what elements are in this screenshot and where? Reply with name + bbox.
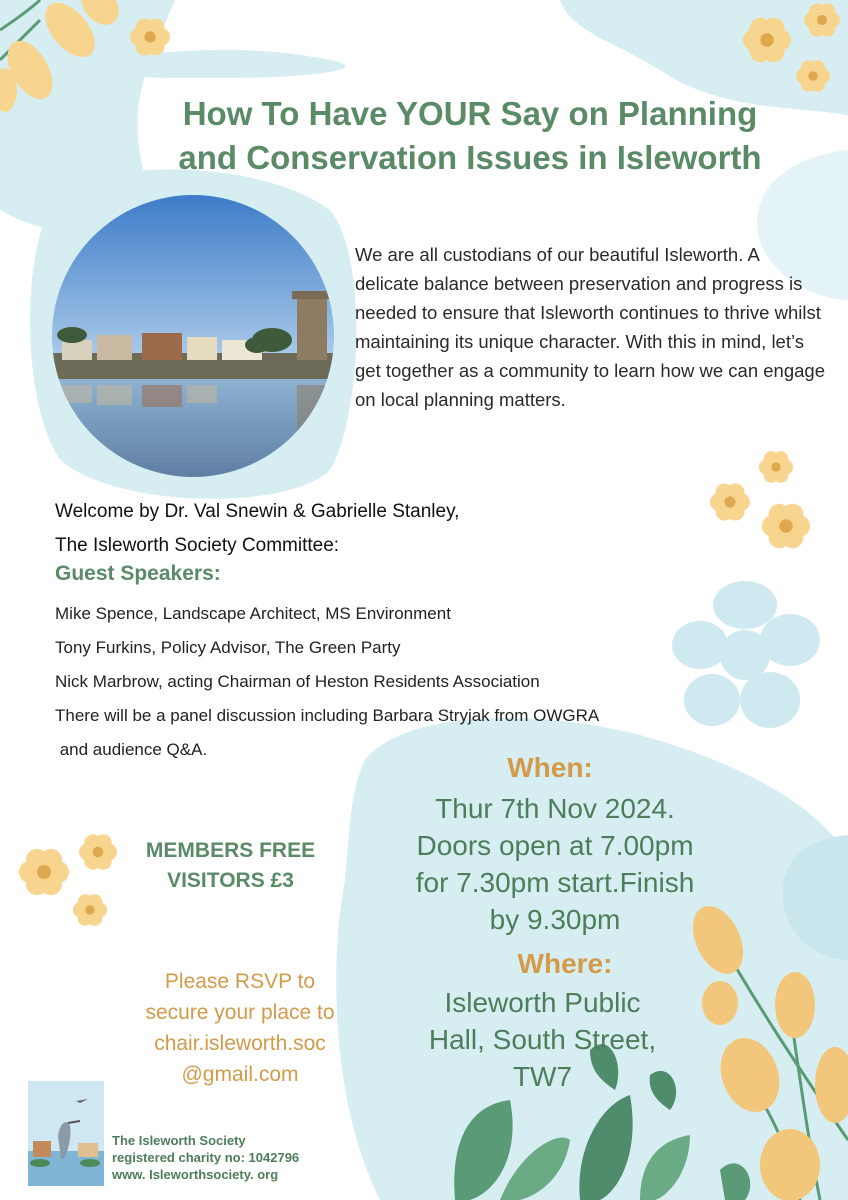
members-price: MEMBERS FREE [145,839,316,862]
welcome-line-2: The Isleworth Society Committee: [55,535,340,556]
rsvp-line: secure your place to [145,1001,335,1024]
rsvp-block [110,966,370,1090]
rsvp-email[interactable]: chair.isleworth.soc [154,1032,326,1055]
society-name: The Isleworth Society [112,1133,246,1148]
intro-paragraph: We are all custodians of our beautiful Isleworth. A delicate balance between preservation and progress is needed to ensure that Isleworth continues to thrive whilst maintaining its unique character. With this in mind, let’s get together as a community to learn how we can engage on local planning matters. [355,244,825,410]
isleworth-riverside-photo [52,195,334,477]
pricing-block [118,836,343,896]
rsvp-line: Please RSVP to [164,970,316,993]
when-line: Thur 7th Nov 2024. [435,793,675,824]
rsvp-email-domain[interactable]: @gmail.com [181,1063,299,1086]
panel-discussion-line: and audience Q&A. [55,740,208,759]
when-line: for 7.30pm start.Finish [415,867,695,898]
where-label: Where: [517,948,613,979]
when-line: Doors open at 7.00pm [416,830,694,861]
society-footer [112,1132,372,1183]
when-details [370,790,740,938]
speaker-item: Nick Marbrow, acting Chairman of Heston Residents Association [55,672,540,691]
isleworth-society-logo [28,1081,104,1186]
page-title [120,92,820,180]
society-website[interactable]: www. Isleworthsociety. org [112,1167,279,1182]
yellow-daisy [759,451,793,482]
when-line: by 9.30pm [489,904,621,935]
yellow-daisy [762,504,810,548]
speaker-item: Tony Furkins, Policy Advisor, The Green Party [55,638,401,657]
where-details [400,984,685,1095]
title-line-2: and Conservation Issues in Isleworth [178,139,762,176]
yellow-daisy [19,849,69,895]
charity-number: registered charity no: 1042796 [112,1150,300,1165]
speaker-list [55,597,745,767]
yellow-daisy [710,483,750,520]
panel-discussion-line: There will be a panel discussion including Barbara Stryjak from OWGRA [55,706,600,725]
speaker-item: Mike Spence, Landscape Architect, MS Environment [55,604,451,623]
guest-speakers-heading: Guest Speakers: [55,562,221,585]
yellow-daisy [73,894,107,925]
welcome-text [55,495,655,563]
where-line: TW7 [512,1061,573,1092]
where-line: Isleworth Public [444,987,641,1018]
yellow-daisy [79,834,117,869]
visitors-price: VISITORS £3 [167,869,294,892]
welcome-line-1: Welcome by Dr. Val Snewin & Gabrielle Stanley, [55,501,460,522]
where-line: Hall, South Street, [428,1024,657,1055]
when-label: When: [507,752,593,783]
title-line-1: How To Have YOUR Say on Planning [182,95,758,132]
